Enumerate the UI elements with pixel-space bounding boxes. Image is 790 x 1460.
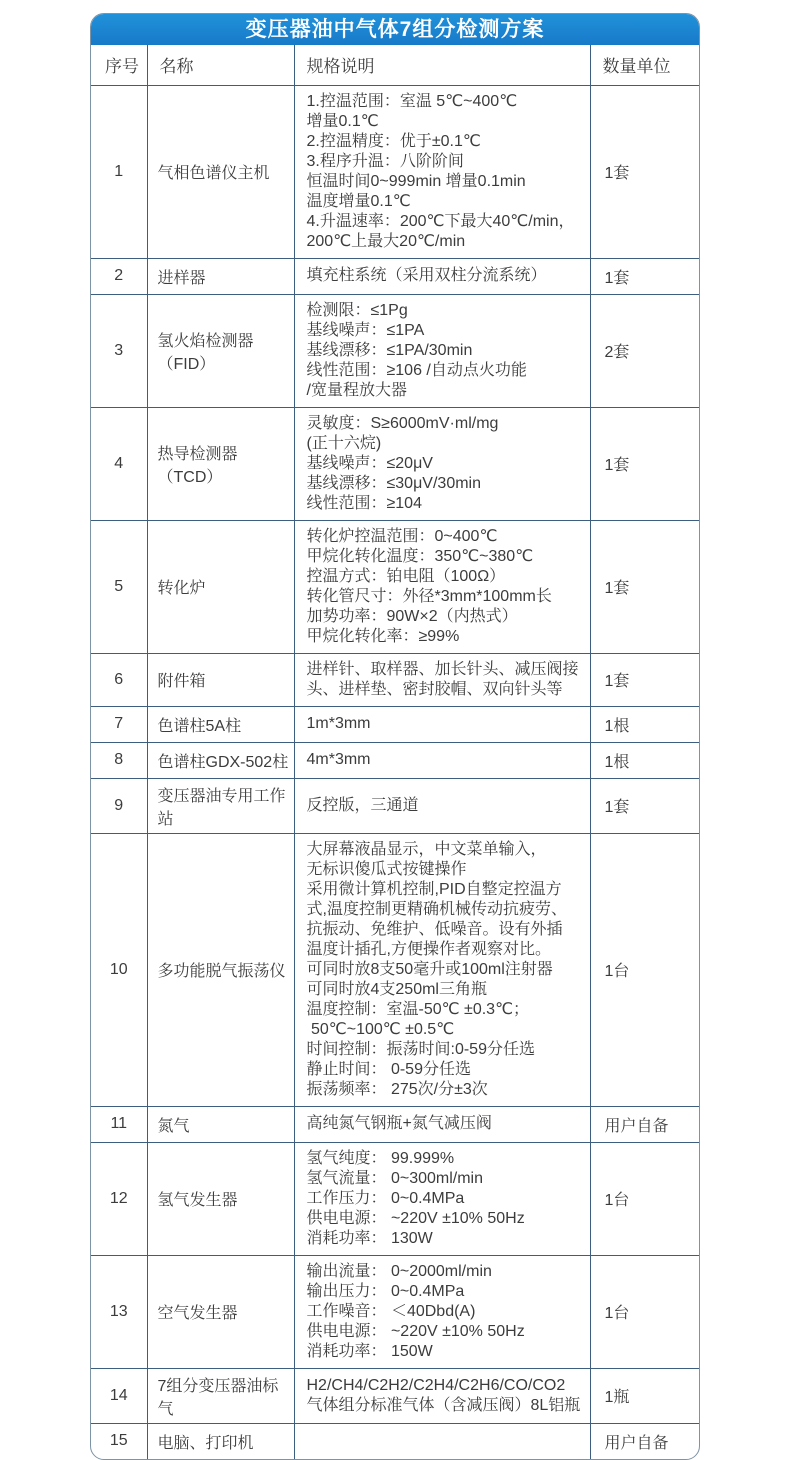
- table-header-row: [91, 45, 700, 85]
- table-body: [91, 85, 700, 1459]
- item-name-cell: 转化炉: [147, 520, 294, 653]
- row-number-cell: 5: [91, 520, 147, 653]
- item-qty-cell: 1套: [590, 407, 700, 520]
- spec-line: 4m*3mm: [306, 751, 371, 768]
- table-row: [91, 706, 700, 742]
- page-title: 变压器油中气体7组分检测方案: [245, 18, 545, 41]
- spec-line: 抗振动、免维护、低噪音。设有外插: [306, 920, 563, 938]
- spec-line: 输出压力： 0~0.4MPa: [306, 1282, 465, 1300]
- table-row: [91, 1142, 700, 1255]
- row-number-cell: 7: [91, 706, 147, 742]
- item-name-cell: 热导检测器（TCD）: [147, 407, 294, 520]
- title-bar: [91, 14, 699, 45]
- row-number-cell: 10: [91, 833, 147, 1106]
- spec-line: 基线漂移：≤30μV/30min: [306, 474, 481, 492]
- item-name-cell: 氢气发生器: [147, 1142, 294, 1255]
- spec-line: 静止时间： 0-59分任选: [306, 1060, 471, 1078]
- item-spec-cell: [294, 706, 590, 742]
- item-name-cell: 多功能脱气振荡仪: [147, 833, 294, 1106]
- item-name-cell: 氢火焰检测器（FID）: [147, 294, 294, 407]
- item-spec-cell: [294, 1106, 590, 1142]
- spec-line: 恒温时间0~999min 增量0.1min: [306, 172, 526, 190]
- spec-sheet-card: [90, 13, 700, 1460]
- spec-line: 工作噪音： ＜40Dbd(A): [306, 1302, 476, 1320]
- item-name-cell: 色谱柱5A柱: [147, 706, 294, 742]
- spec-line: H2/CH4/C2H2/C2H4/C2H6/CO/CO2: [306, 1376, 566, 1394]
- spec-line: (正十六烷): [306, 434, 382, 452]
- header-qty: 数量单位: [590, 45, 700, 85]
- spec-line: 工作压力： 0~0.4MPa: [306, 1189, 465, 1207]
- spec-line: 加势功率：90W×2（内热式）: [306, 607, 518, 625]
- spec-line: 3.程序升温：八阶阶间: [306, 152, 464, 170]
- spec-line: 甲烷化转化温度：350℃~380℃: [306, 547, 534, 565]
- spec-line: 检测限：≤1Pg: [306, 301, 408, 319]
- row-number-cell: 12: [91, 1142, 147, 1255]
- item-spec-cell: [294, 85, 590, 258]
- table-row: [91, 653, 700, 706]
- spec-line: 采用微计算机控制,PID自整定控温方: [306, 880, 562, 898]
- spec-line: 大屏幕液晶显示，中文菜单输入，: [306, 840, 547, 858]
- spec-line: 高纯氮气钢瓶+氮气减压阀: [306, 1115, 492, 1132]
- item-name-cell: 气相色谱仪主机: [147, 85, 294, 258]
- item-qty-cell: 1套: [590, 653, 700, 706]
- spec-line: 1m*3mm: [306, 715, 371, 732]
- row-number-cell: 9: [91, 778, 147, 833]
- table-row: [91, 1423, 700, 1459]
- header-spec: 规格说明: [294, 45, 590, 85]
- spec-table: [91, 45, 700, 1459]
- item-name-cell: 7组分变压器油标气: [147, 1368, 294, 1423]
- spec-line: 氢气纯度： 99.999%: [306, 1149, 455, 1167]
- spec-line: 4.升温速率：200℃下最大40℃/min，: [306, 212, 575, 230]
- item-spec-cell: [294, 653, 590, 706]
- table-row: [91, 407, 700, 520]
- spec-line: 输出流量： 0~2000ml/min: [306, 1262, 492, 1280]
- table-row: [91, 742, 700, 778]
- spec-line: 线性范围：≥106 /自动点火功能: [306, 361, 527, 379]
- row-number-cell: 13: [91, 1255, 147, 1368]
- spec-line: /宽量程放大器: [306, 381, 407, 399]
- item-qty-cell: 用户自备: [590, 1423, 700, 1459]
- spec-line: 供电电源： ~220V ±10% 50Hz: [306, 1209, 525, 1227]
- spec-line: 消耗功率： 130W: [306, 1229, 433, 1247]
- spec-line: 基线漂移：≤1PA/30min: [306, 341, 473, 359]
- spec-line: 转化管尺寸：外径*3mm*100mm长: [306, 587, 552, 605]
- item-qty-cell: 用户自备: [590, 1106, 700, 1142]
- spec-line: 氢气流量： 0~300ml/min: [306, 1169, 483, 1187]
- item-spec-cell: [294, 742, 590, 778]
- spec-line: 温度计插孔,方便操作者观察对比。: [306, 940, 551, 958]
- row-number-cell: 11: [91, 1106, 147, 1142]
- item-spec-cell: [294, 1255, 590, 1368]
- spec-line: 填充柱系统（采用双柱分流系统）: [306, 267, 547, 284]
- table-row: [91, 258, 700, 294]
- spec-line: 50℃~100℃ ±0.5℃: [306, 1020, 455, 1038]
- row-number-cell: 15: [91, 1423, 147, 1459]
- item-qty-cell: 1套: [590, 85, 700, 258]
- spec-line: 振荡频率： 275次/分±3次: [306, 1080, 488, 1098]
- item-spec-cell: [294, 294, 590, 407]
- item-spec-cell: [294, 778, 590, 833]
- spec-line: 基线噪声：≤1PA: [306, 321, 425, 339]
- item-qty-cell: 1台: [590, 1142, 700, 1255]
- item-qty-cell: 1根: [590, 742, 700, 778]
- row-number-cell: 6: [91, 653, 147, 706]
- item-name-cell: 变压器油专用工作站: [147, 778, 294, 833]
- item-qty-cell: 1根: [590, 706, 700, 742]
- table-row: [91, 294, 700, 407]
- row-number-cell: 8: [91, 742, 147, 778]
- item-spec-cell: [294, 258, 590, 294]
- item-qty-cell: 1台: [590, 833, 700, 1106]
- table-row: [91, 85, 700, 258]
- item-spec-cell: [294, 833, 590, 1106]
- row-number-cell: 2: [91, 258, 147, 294]
- table-row: [91, 1368, 700, 1423]
- item-name-cell: 色谱柱GDX-502柱: [147, 742, 294, 778]
- item-spec-cell: [294, 407, 590, 520]
- spec-line: 消耗功率： 150W: [306, 1342, 433, 1360]
- item-name-cell: 进样器: [147, 258, 294, 294]
- spec-line: 可同时放8支50毫升或100ml注射器: [306, 960, 553, 978]
- item-qty-cell: 2套: [590, 294, 700, 407]
- spec-line: 可同时放4支250ml三角瓶: [306, 980, 487, 998]
- item-qty-cell: 1台: [590, 1255, 700, 1368]
- item-name-cell: 电脑、打印机: [147, 1423, 294, 1459]
- item-name-cell: 空气发生器: [147, 1255, 294, 1368]
- spec-line: 2.控温精度：优于±0.1℃: [306, 132, 481, 150]
- header-name: 名称: [147, 45, 294, 85]
- item-name-cell: 氮气: [147, 1106, 294, 1142]
- item-qty-cell: 1套: [590, 258, 700, 294]
- spec-line: 增量0.1℃: [306, 112, 379, 130]
- spec-line: 线性范围：≥104: [306, 494, 422, 512]
- item-name-cell: 附件箱: [147, 653, 294, 706]
- item-spec-cell: [294, 520, 590, 653]
- spec-line: 头、进样垫、密封胶帽、双向针头等: [306, 680, 563, 698]
- item-qty-cell: 1套: [590, 520, 700, 653]
- spec-line: 甲烷化转化率：≥99%: [306, 627, 460, 645]
- spec-line: 供电电源： ~220V ±10% 50Hz: [306, 1322, 525, 1340]
- spec-line: 式,温度控制更精确机械传动抗疲劳、: [306, 900, 567, 918]
- table-row: [91, 1255, 700, 1368]
- item-spec-cell: [294, 1142, 590, 1255]
- row-number-cell: 3: [91, 294, 147, 407]
- table-row: [91, 833, 700, 1106]
- item-spec-cell: [294, 1368, 590, 1423]
- spec-line: 气体组分标准气体（含减压阀）8L铝瓶: [306, 1396, 581, 1414]
- item-qty-cell: 1套: [590, 778, 700, 833]
- spec-line: 温度增量0.1℃: [306, 192, 411, 210]
- row-number-cell: 14: [91, 1368, 147, 1423]
- row-number-cell: 1: [91, 85, 147, 258]
- table-row: [91, 1106, 700, 1142]
- spec-line: 灵敏度：S≥6000mV·ml/mg: [306, 414, 499, 432]
- spec-line: 反控版，三通道: [306, 796, 419, 814]
- spec-line: 200℃上最大20℃/min: [306, 232, 466, 250]
- table-row: [91, 520, 700, 653]
- spec-line: 基线噪声：≤20μV: [306, 454, 433, 472]
- item-spec-cell: [294, 1423, 590, 1459]
- table-row: [91, 778, 700, 833]
- spec-line: 1.控温范围：室温 5℃~400℃: [306, 92, 518, 110]
- row-number-cell: 4: [91, 407, 147, 520]
- header-no: 序号: [91, 45, 147, 85]
- spec-line: 温度控制：室温-50℃ ±0.3℃；: [306, 1000, 530, 1018]
- spec-line: 无标识傻瓜式按键操作: [306, 860, 467, 878]
- spec-line: 进样针、取样器、加长针头、减压阀接: [306, 660, 579, 678]
- spec-line: 时间控制：振荡时间:0-59分任选: [306, 1040, 535, 1058]
- item-qty-cell: 1瓶: [590, 1368, 700, 1423]
- spec-line: 转化炉控温范围：0~400℃: [306, 527, 498, 545]
- spec-line: 控温方式：铂电阻（100Ω）: [306, 567, 506, 585]
